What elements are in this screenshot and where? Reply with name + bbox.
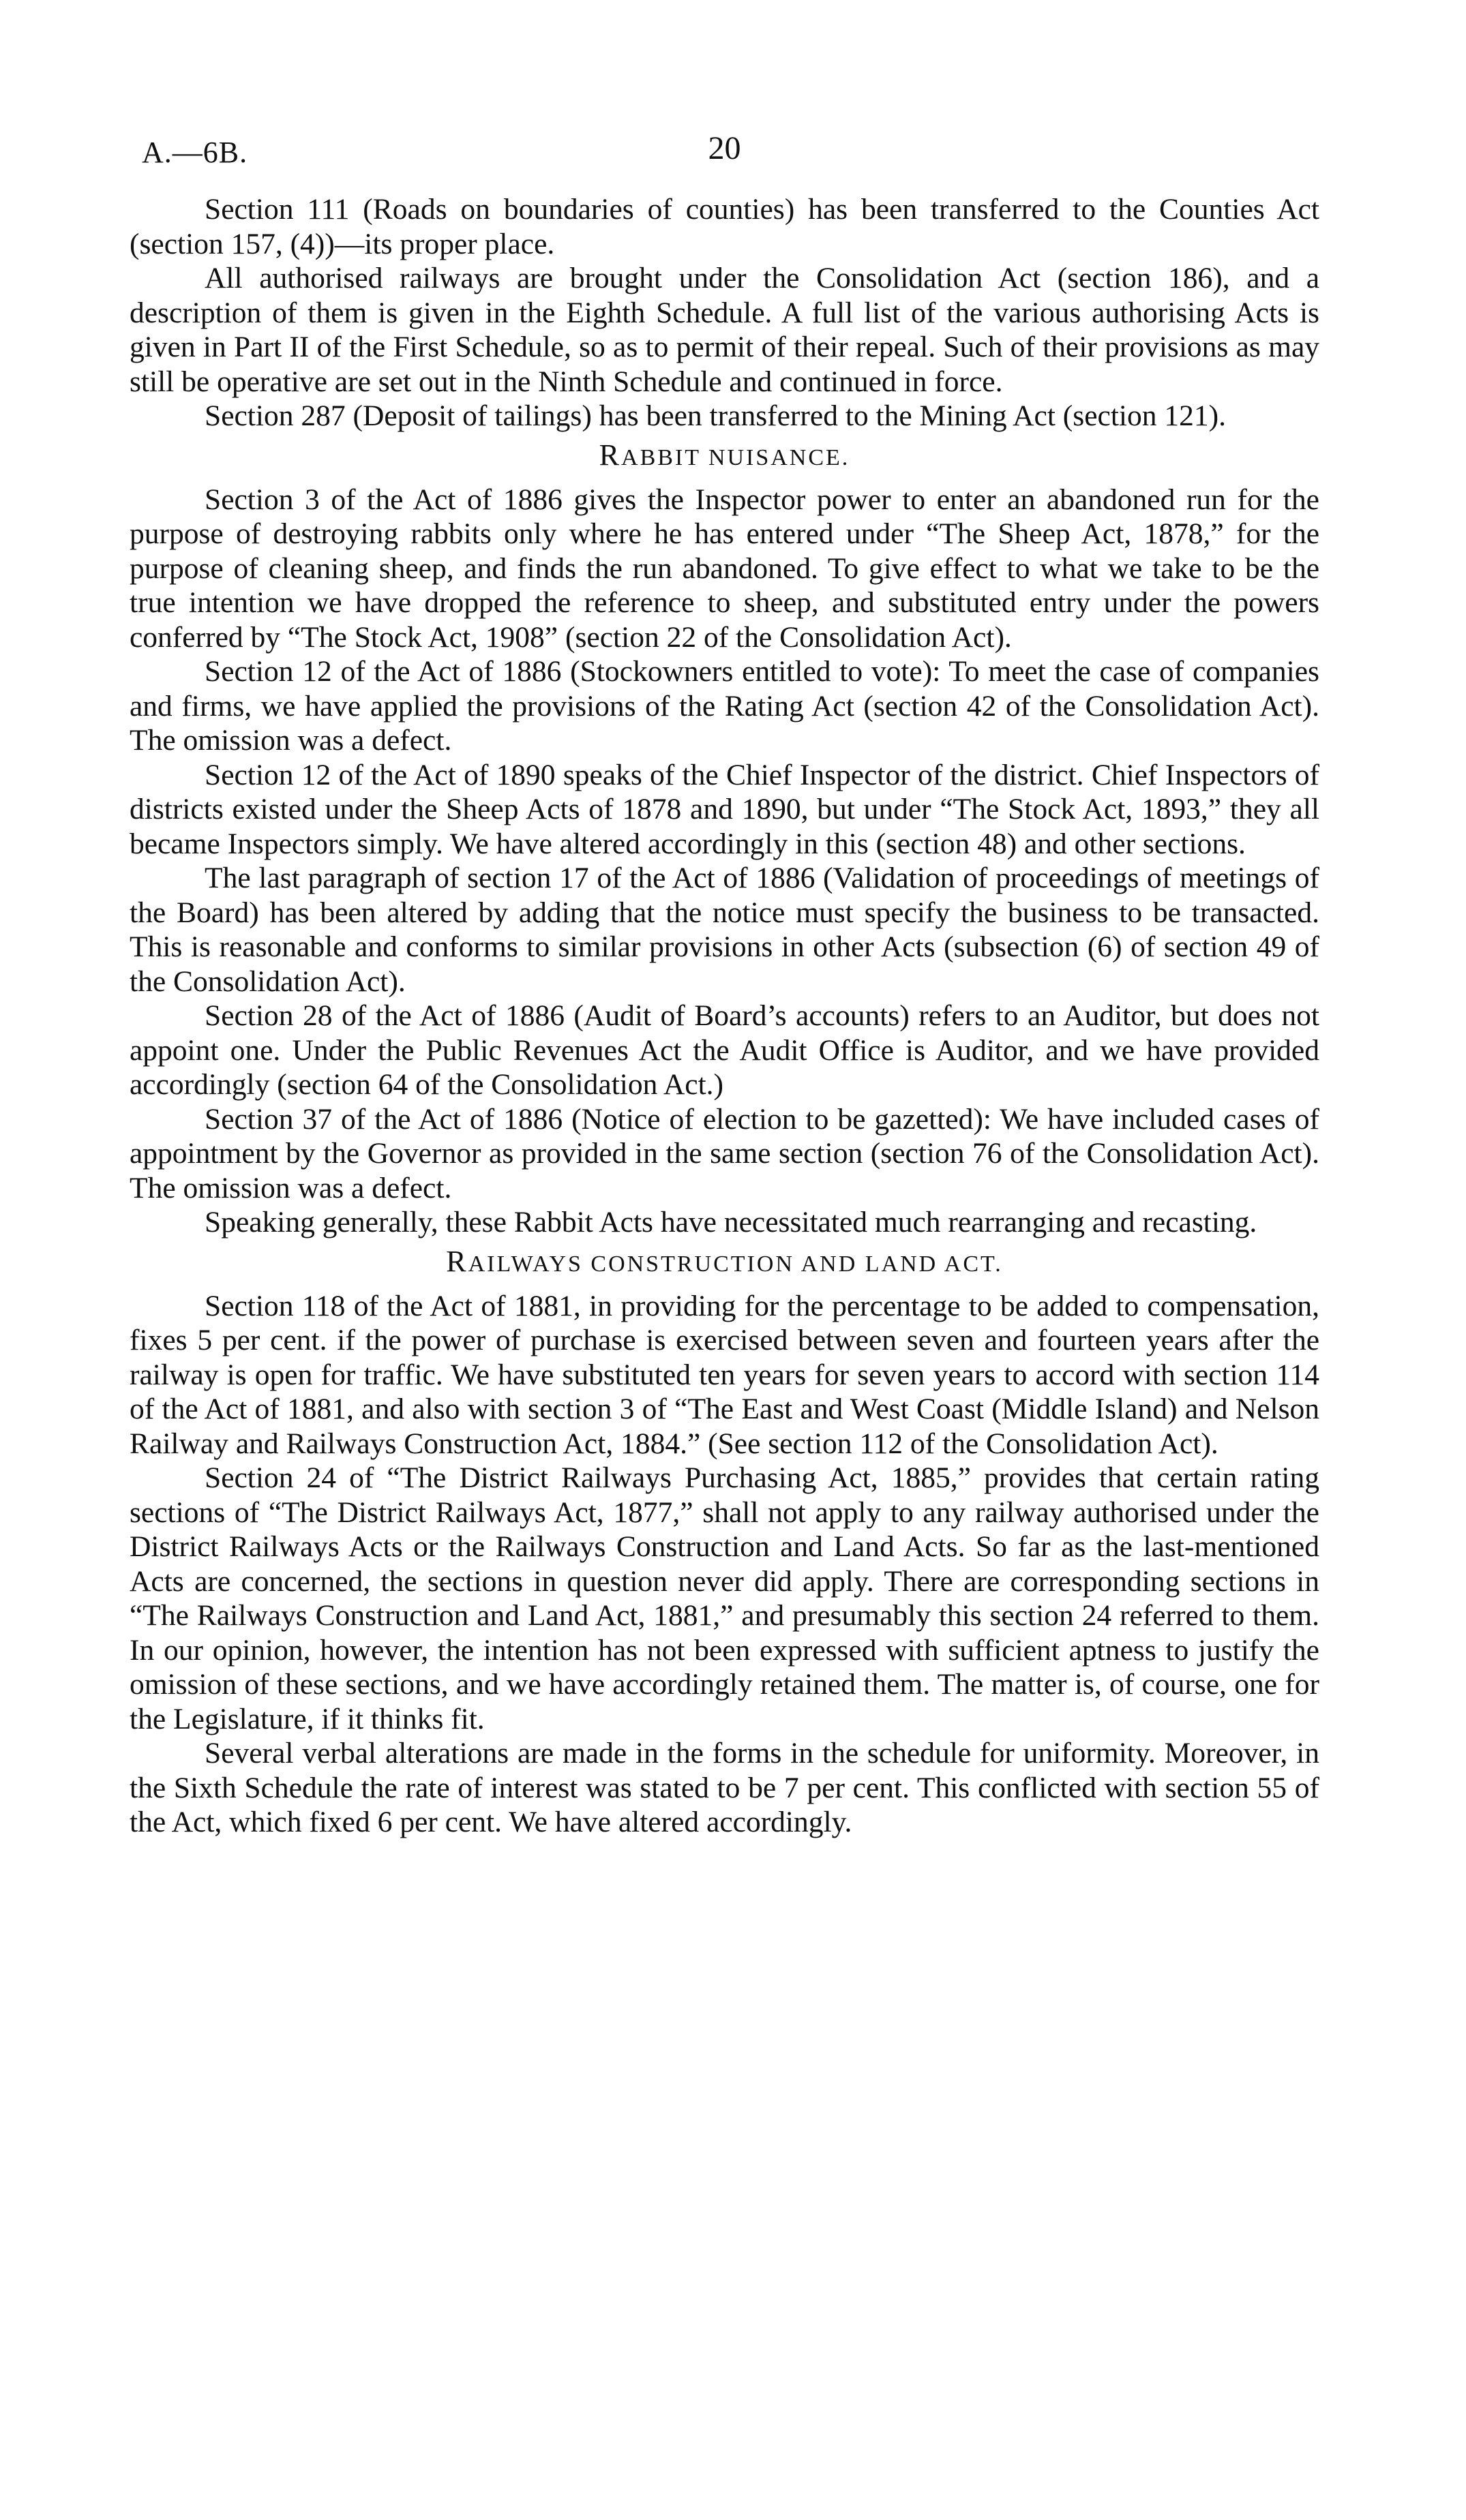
paragraph: Section 287 (Deposit of tailings) has been transferred to the Mining Act (section 121).	[205, 399, 1226, 432]
paragraph: Section 12 of the Act of 1890 speaks of the Chief Inspector of the district. Chief Inspectors of districts existed under the Sheep Acts of 1878 and 1890, but under “The Stock Act, 1893,” they all became Inspectors simply. We have altered accordingly in this (section 48) and other sections.	[130, 758, 1319, 860]
paragraph: Section 118 of the Act of 1881, in providing for the percentage to be added to compensation, fixes 5 per cent. if the power of purchase is exercised between seven and fourteen years after the railway is open for traffic. We have substituted ten years for seven years to accord with section 114 of the Act of 1881, and also with section 3 of “The East and West Coast (Middle Island) and Nelson Railway and Railways Construction Act, 1884.” (See section 112 of the Consolidation Act).	[130, 1289, 1319, 1460]
paragraph: All authorised railways are brought under the Consolidation Act (section 186), and a description of them is given in the Eighth Schedule. A full list of the various authorising Acts is given in Part II of the First Schedule, so as to permit of their repeal. Such of their provisions as may still be operative are set out in the Ninth Schedule and continued in force.	[130, 262, 1319, 398]
page-number: 20	[708, 130, 741, 166]
paragraph: Speaking generally, these Rabbit Acts have necessitated much rearranging and recasting.	[205, 1206, 1257, 1239]
paragraph: Section 111 (Roads on boundaries of counties) has been transferred to the Counties Act (section 157, (4))—its proper place.	[130, 193, 1319, 260]
paragraph: The last paragraph of section 17 of the Act of 1886 (Validation of proceedings of meetings of the Board) has been altered by adding that the notice must specify the business to be transacted. This is reasonable and conforms to similar provisions in other Acts (subsection (6) of section 49 of the Consolidation Act).	[130, 862, 1319, 998]
section-heading-railways-construction: RAILWAYS CONSTRUCTION AND LAND ACT.	[446, 1244, 1003, 1278]
paragraph: Section 24 of “The District Railways Purchasing Act, 1885,” provides that certain rating sections of “The District Railways Act, 1877,” shall not apply to any railway authorised under the District Railways Acts or the Railways Construction and Land Acts. So far as the last-mentioned Acts are concerned, the sections in question never did apply. There are corresponding sections in “The Railways Construction and Land Act, 1881,” and presumably this section 24 referred to them. In our opinion, however, the intention has not been expressed with sufficient aptness to justify the omission of these sections, and we have accordingly retained them. The matter is, of course, one for the Legislature, if it thinks fit.	[130, 1461, 1319, 1735]
section-heading-rabbit-nuisance: RABBIT NUISANCE.	[599, 438, 850, 472]
document-body	[130, 192, 1319, 1840]
document-reference: A.—6B.	[142, 136, 248, 169]
paragraph: Section 37 of the Act of 1886 (Notice of election to be gazetted): We have included cases of appointment by the Governor as provided in the same section (section 76 of the Consolidation Act). The omission was a defect.	[130, 1102, 1319, 1204]
paragraph: Several verbal alterations are made in the forms in the schedule for uniformity. Moreover, in the Sixth Schedule the rate of interest was stated to be 7 per cent. This conflicted with section 55 of the Act, which fixed 6 per cent. We have altered accordingly.	[130, 1737, 1319, 1838]
paragraph: Section 3 of the Act of 1886 gives the Inspector power to enter an abandoned run for the purpose of destroying rabbits only where he has entered under “The Sheep Act, 1878,” for the purpose of cleaning sheep, and finds the run abandoned. To give effect to what we take to be the true intention we have dropped the reference to sheep, and substituted entry under the powers conferred by “The Stock Act, 1908” (section 22 of the Consolidation Act).	[130, 483, 1319, 654]
paragraph: Section 28 of the Act of 1886 (Audit of Board’s accounts) refers to an Auditor, but does not appoint one. Under the Public Revenues Act the Audit Office is Auditor, and we have provided accordingly (section 64 of the Consolidation Act.)	[130, 999, 1319, 1101]
paragraph: Section 12 of the Act of 1886 (Stockowners entitled to vote): To meet the case of companies and firms, we have applied the provisions of the Rating Act (section 42 of the Consolidation Act). The omission was a defect.	[130, 655, 1319, 757]
document-page	[130, 130, 1319, 1840]
page-header	[130, 130, 1319, 177]
